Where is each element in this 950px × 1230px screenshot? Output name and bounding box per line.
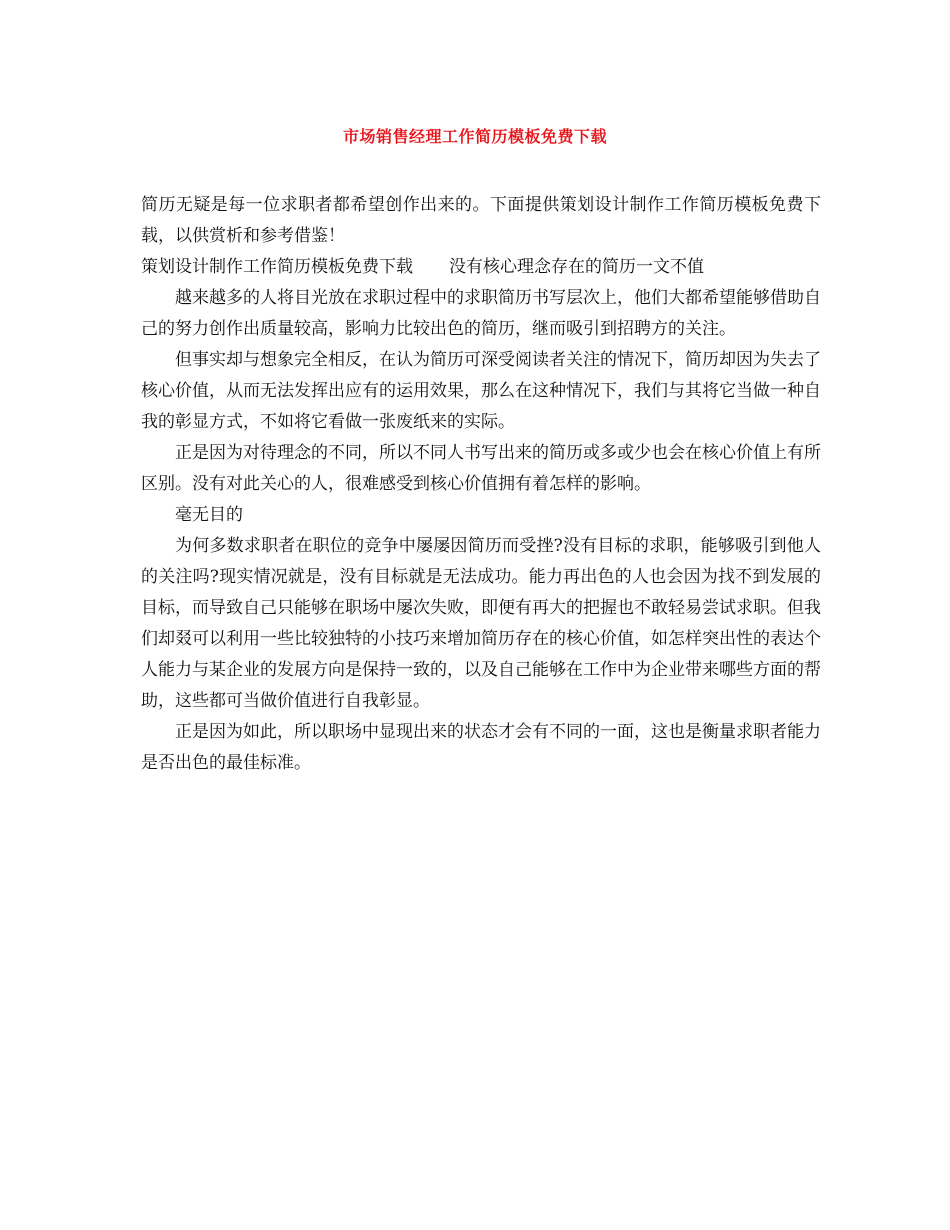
document-body	[141, 190, 821, 779]
subheading-right: 没有核心理念存在的简历一文不值	[449, 257, 704, 277]
intro-paragraph: 简历无疑是每一位求职者都希望创作出来的。下面提供策划设计制作工作简历模板免费下载，以供赏析和参考借鉴！	[141, 195, 821, 246]
body-paragraph: 正是因为如此，所以职场中显现出来的状态才会有不同的一面，这也是衡量求职者能力是否出色的最佳标准。	[141, 722, 821, 773]
body-paragraph: 但事实却与想象完全相反，在认为简历可深受阅读者关注的情况下，简历却因为失去了核心价值，从而无法发挥出应有的运用效果，那么在这种情况下，我们与其将它当做一种自我的彰显方式，不如将它看做一张废纸来的实际。	[141, 350, 821, 432]
body-paragraph: 正是因为对待理念的不同，所以不同人书写出来的简历或多或少也会在核心价值上有所区别。没有对此关心的人，很难感受到核心价值拥有着怎样的影响。	[141, 443, 821, 494]
body-paragraph: 为何多数求职者在职位的竞争中屡屡因简历而受挫?没有目标的求职，能够吸引到他人的关注吗?现实情况就是，没有目标就是无法成功。能力再出色的人也会因为找不到发展的目标，而导致自己只能够在职场中屡次失败，即便有再大的把握也不敢轻易尝试求职。但我们却叕可以利用一些比较独特的小技巧来增加简历存在的核心价值，如怎样突出性的表达个人能力与某企业的发展方向是保持一致的，以及自己能够在工作中为企业带来哪些方面的帮助，这些都可当做价值进行自我彰显。	[141, 536, 821, 711]
body-paragraph: 越来越多的人将目光放在求职过程中的求职简历书写层次上，他们大都希望能够借助自己的努力创作出质量较高，影响力比较出色的简历，继而吸引到招聘方的关注。	[141, 288, 821, 339]
section-heading: 毫无目的	[175, 505, 243, 525]
subheading-left: 策划设计制作工作简历模板免费下载	[141, 257, 413, 277]
document-title: 市场销售经理工作简历模板免费下载	[342, 127, 607, 146]
subheading-row	[141, 252, 821, 283]
